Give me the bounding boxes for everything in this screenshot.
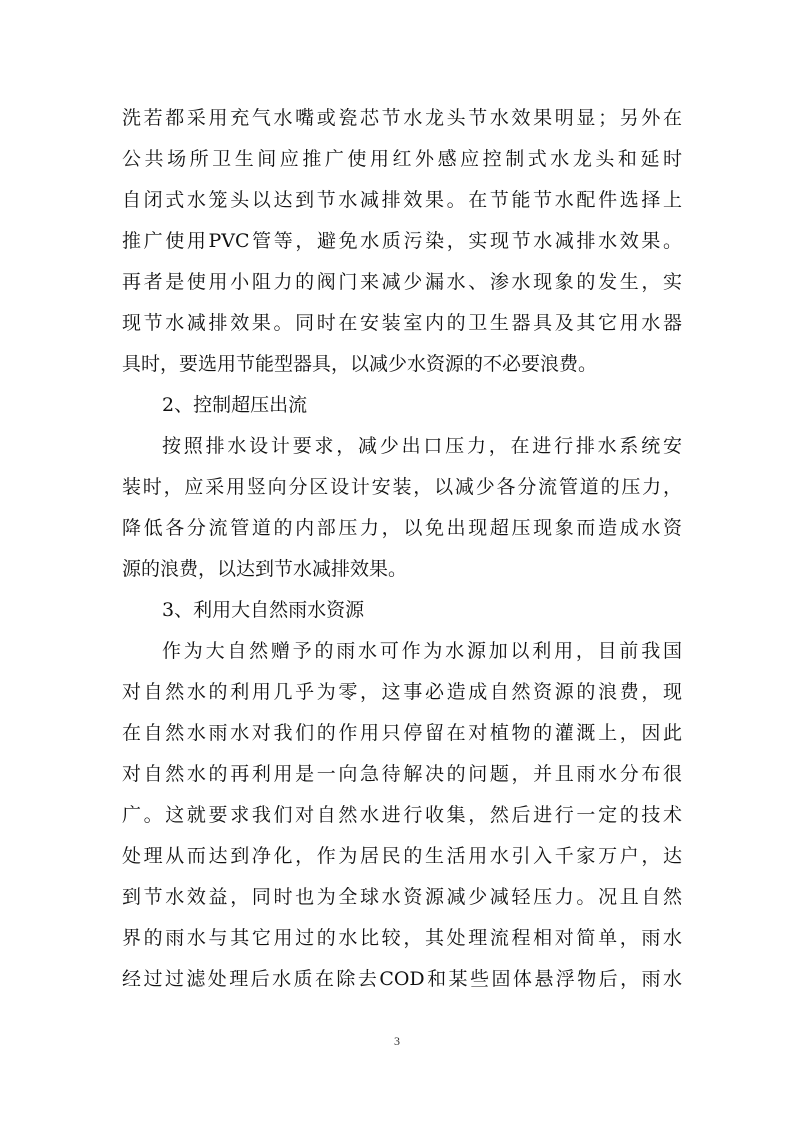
text-line: 推广使用PVC管等，避免水质污染，实现节水减排水效果。 bbox=[122, 230, 682, 252]
text-line: 作为大自然赠予的雨水可作为水源加以利用，目前我国 bbox=[162, 640, 682, 662]
section-heading: 3、利用大自然雨水资源 bbox=[162, 599, 365, 621]
text-line: 对自然水的再利用是一向急待解决的问题，并且雨水分布很 bbox=[122, 763, 682, 785]
body-text bbox=[122, 98, 682, 1000]
text-line: 现节水减排效果。同时在安装室内的卫生器具及其它用水器 bbox=[122, 312, 682, 334]
text-line: 处理从而达到净化，作为居民的生活用水引入千家万户，达 bbox=[122, 845, 682, 867]
text-line: 在自然水雨水对我们的作用只停留在对植物的灌溉上，因此 bbox=[122, 722, 682, 744]
text-line: 再者是使用小阻力的阀门来减少漏水、渗水现象的发生，实 bbox=[122, 271, 682, 293]
text-line: 经过过滤处理后水质在除去COD和某些固体悬浮物后，雨水 bbox=[122, 968, 682, 990]
text-line: 界的雨水与其它用过的水比较，其处理流程相对简单，雨水 bbox=[122, 927, 682, 949]
text-line: 源的浪费，以达到节水减排效果。 bbox=[122, 558, 408, 580]
text-line: 降低各分流管道的内部压力，以免出现超压现象而造成水资 bbox=[122, 517, 682, 539]
text-line: 对自然水的利用几乎为零，这事必造成自然资源的浪费，现 bbox=[122, 681, 682, 703]
text-line: 公共场所卫生间应推广使用红外感应控制式水龙头和延时 bbox=[122, 148, 682, 170]
text-line: 按照排水设计要求，减少出口压力，在进行排水系统安 bbox=[162, 435, 682, 457]
text-line: 广。这就要求我们对自然水进行收集，然后进行一定的技术 bbox=[122, 804, 682, 826]
page-number: 3 bbox=[394, 1034, 400, 1048]
text-line: 具时，要选用节能型器具，以减少水资源的不必要浪费。 bbox=[122, 353, 598, 375]
section-heading: 2、控制超压出流 bbox=[162, 394, 308, 416]
text-line: 自闭式水笼头以达到节水减排效果。在节能节水配件选择上 bbox=[122, 189, 682, 211]
text-line: 洗若都采用充气水嘴或瓷芯节水龙头节水效果明显；另外在 bbox=[122, 107, 682, 129]
text-line: 装时，应采用竖向分区设计安装，以减少各分流管道的压力， bbox=[122, 476, 682, 498]
text-line: 到节水效益，同时也为全球水资源减少减轻压力。况且自然 bbox=[122, 886, 682, 908]
